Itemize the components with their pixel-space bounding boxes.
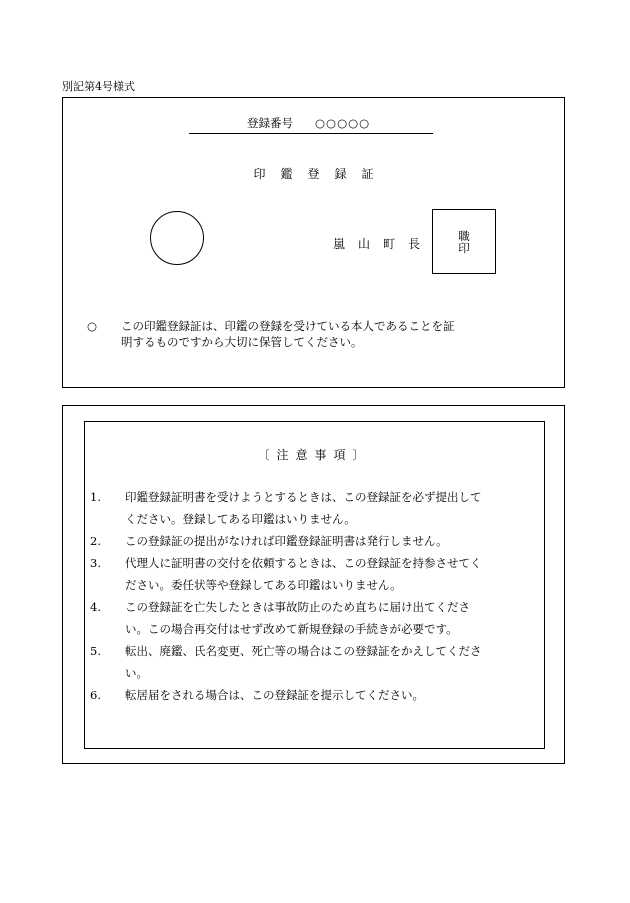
registration-number-row [189,116,433,134]
notice-item-text: 印鑑登録証明書を受けようとするときは、この登録証を必ず提出してください。登録してある印鑑はいりません。 [125,490,482,526]
notice-item [90,552,485,596]
seal-registration-card [62,97,565,388]
notice-item [90,684,485,706]
official-seal-box [432,209,496,274]
notice-item-number: 3. [90,556,101,570]
notice-item [90,486,485,530]
form-label: 別記第4号様式 [62,80,135,93]
mayor-name: 嵐山町長 [333,237,434,251]
notice-item-text: 転出、廃鑑、氏名変更、死亡等の場合はこの登録証をかえしてください。 [125,644,482,680]
notice-item-text: 転居届をされる場合は、この登録証を提示してください。 [125,688,424,702]
notice-section [62,405,565,764]
notice-item [90,596,485,640]
registration-number-value: ○○○○○ [315,116,371,130]
card-note-bullet: ○ [87,319,98,333]
notice-item [90,640,485,684]
notice-item-number: 6. [90,688,101,702]
notice-title: 〔注意事項〕 [257,448,372,462]
card-note-text: この印鑑登録証は、印鑑の登録を受けている本人であることを証明するものですから大切に保管してください。 [121,319,455,349]
notice-box [84,421,545,749]
notice-item-text: この登録証の提出がなければ印鑑登録証明書は発行しません。 [125,534,448,548]
notice-item-text: この登録証を亡失したときは事故防止のため直ちに届け出てください。この場合再交付はせず改めて新規登録の手続きが必要です。 [125,600,470,636]
registration-number-label: 登録番号 [247,116,293,130]
notice-item-number: 5. [90,644,101,658]
notice-item [90,530,485,552]
notice-list [85,486,544,706]
notice-item-number: 2. [90,534,101,548]
notice-item-number: 1. [90,490,101,504]
official-seal-label: 職印 [458,229,470,255]
seal-circle-icon [150,211,204,265]
notice-item-text: 代理人に証明書の交付を依頼するときは、この登録証を持参させてください。委任状等や登録してある印鑑はいりません。 [125,556,482,592]
official-seal-text [433,230,495,254]
notice-item-number: 4. [90,600,101,614]
card-title: 印鑑登録証 [253,167,389,181]
